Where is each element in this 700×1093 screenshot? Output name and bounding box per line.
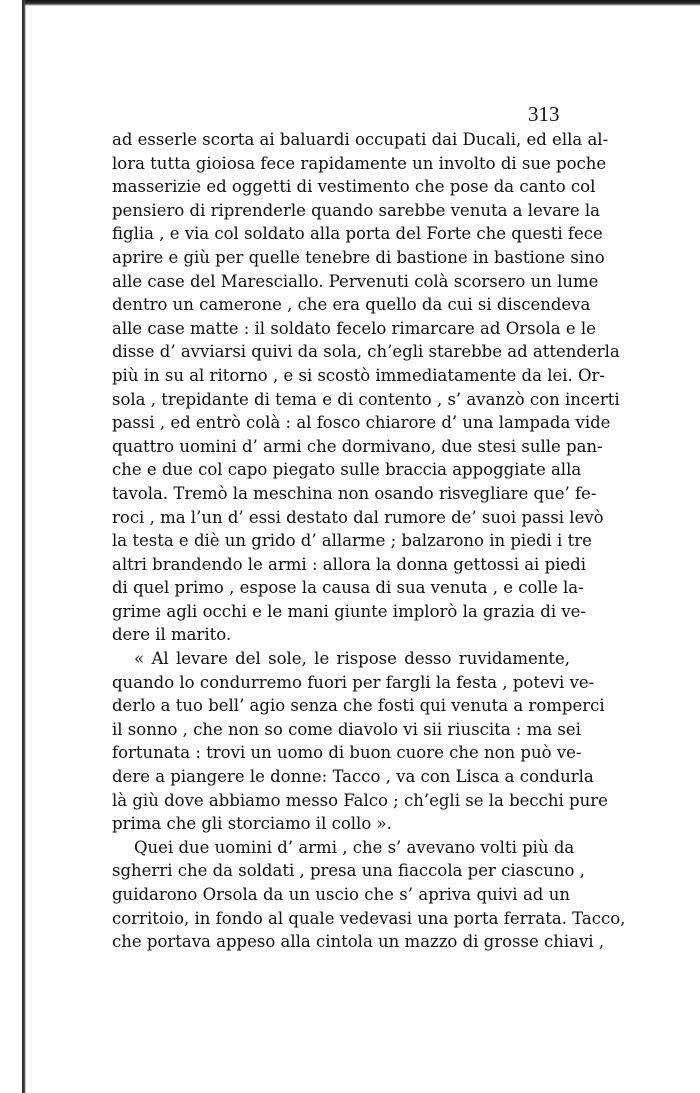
text-line: alle case matte : il soldato fecelo rimarcare ad Orsola e le <box>112 318 596 338</box>
text-line: di quel primo , espose la causa di sua venuta , e colle la- <box>112 578 584 598</box>
text-line: passi , ed entrò colà : al fosco chiarore d’ una lampada vide <box>112 413 611 433</box>
text-line: guidarono Orsola da un uscio che s’ apriva quivi ad un <box>112 885 570 904</box>
text-line: quattro uomini d’ armi che dormivano, due stesi sulle pan- <box>112 436 603 456</box>
text-line: ad esserle scorta ai baluardi occupati dai Ducali, ed ella al- <box>112 130 609 149</box>
text-line: altri brandendo le armi : allora la donna gettossi ai piedi <box>112 554 587 574</box>
text-line: disse d’ avviarsi quivi da sola, ch’egli starebbe ad attenderla <box>112 342 620 362</box>
text-line: tavola. Tremò la meschina non osando risvegliare que’ fe- <box>112 483 597 503</box>
text-line: masserizie ed oggetti di vestimento che pose da canto col <box>112 177 596 197</box>
text-line: che e due col capo piegato sulle braccia appoggiate alla <box>112 460 582 480</box>
text-line: dentro un camerone , che era quello da cui si discendeva <box>112 295 591 315</box>
body-text <box>112 128 626 954</box>
text-line: alle case del Maresciallo. Pervenuti colà scorsero un lume <box>112 271 599 291</box>
text-line: lora tutta gioiosa fece rapidamente un involto di sue poche <box>112 153 607 173</box>
text-line: prima che gli storciamo il collo ». <box>112 814 392 834</box>
text-line: quando lo condurremo fuori per fargli la festa , potevi ve- <box>112 672 595 692</box>
text-line: grime agli occhi e le mani giunte implorò la grazia di ve- <box>112 601 587 621</box>
text-line: corritoio, in fondo al quale vedevasi una porta ferrata. Tacco, <box>112 908 626 928</box>
text-line: il sonno , che non so come diavolo vi sii riuscita : ma sei <box>112 719 581 739</box>
text-line: dere a piangere le donne: Tacco , va con Lisca a condurla <box>112 767 594 787</box>
page-top-edge-shadow <box>22 0 700 6</box>
text-line: là giù dove abbiamo messo Falco ; ch’egli se la becchi pure <box>112 790 608 810</box>
text-line: sola , trepidante di tema e di contento , s’ avanzò con incerti <box>112 389 620 409</box>
text-line: che portava appeso alla cintola un mazzo di grosse chiavi , <box>112 932 605 952</box>
text-line: figlia , e via col soldato alla porta del Forte che questi fece <box>112 224 603 244</box>
text-line: la testa e diè un grido d’ allarme ; balzarono in piedi i tre <box>112 531 592 551</box>
text-line: pensiero di riprenderle quando sarebbe venuta a levare la <box>112 200 600 220</box>
page-left-edge-shadow <box>22 0 26 1093</box>
page-number: 313 <box>528 102 560 126</box>
text-line: fortunata : trovi un uomo di buon cuore che non può ve- <box>112 743 582 763</box>
text-line: Quei due uomini d’ armi , che s’ avevano volti più da <box>134 837 575 857</box>
text-line: « Al levare del sole, le rispose desso ruvidamente, <box>134 649 570 669</box>
text-line: più in su al ritorno , e si scostò immediatamente da lei. Or- <box>112 365 605 385</box>
text-line: aprire e giù per quelle tenebre di bastione in bastione sino <box>112 247 605 267</box>
text-line: roci , ma l’un d’ essi destato dal rumore de’ suoi passi levò <box>112 507 604 527</box>
text-line: dere il marito. <box>112 625 232 645</box>
text-line: sgherri che da soldati , presa una fiaccola per ciascuno , <box>112 861 585 881</box>
text-line: derlo a tuo bell’ agio senza che fosti qui venuta a romperci <box>112 696 605 716</box>
